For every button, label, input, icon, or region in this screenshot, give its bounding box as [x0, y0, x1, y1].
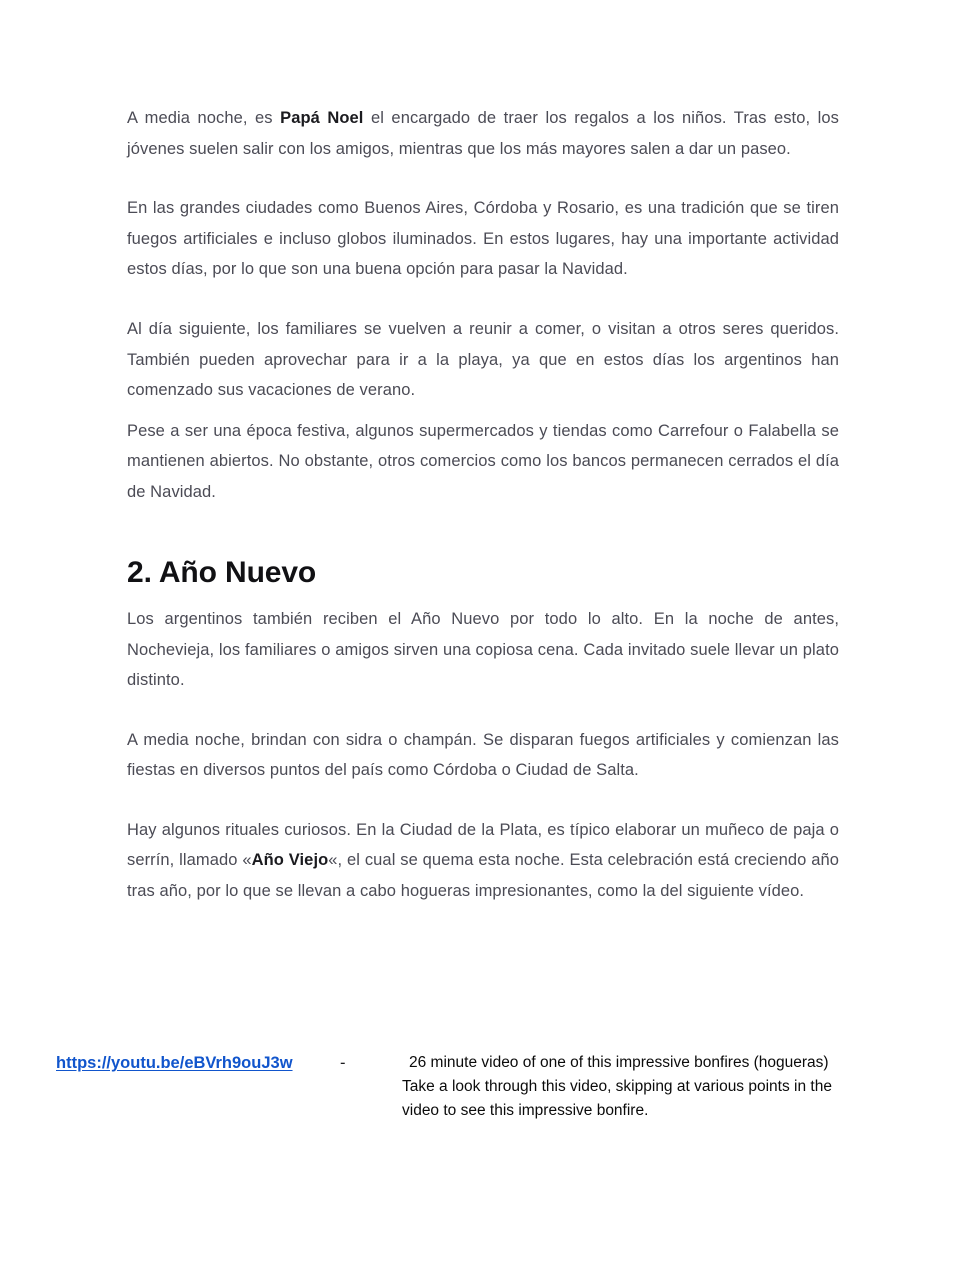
paragraph-ano-nuevo-intro: Los argentinos también reciben el Año Nuevo por todo lo alto. En la noche de antes, Nochevieja, los familiares o amigos sirven una copiosa cena. Cada invitado suele llevar un plato distinto.: [127, 609, 839, 690]
paragraph-papa-noel: [127, 103, 839, 164]
video-note-line-1: 26 minute video of one of this impressive bonfires (hogueras): [409, 1054, 829, 1071]
section-heading-ano-nuevo: 2. Año Nuevo: [127, 555, 317, 589]
article-body: [127, 103, 839, 907]
bold-papa-noel: Papá Noel: [280, 109, 364, 127]
paragraph-text-before: A media noche, es: [127, 109, 281, 127]
note-dash-separator: -: [340, 1054, 346, 1072]
bold-ano-viejo: Año Viejo: [251, 851, 329, 870]
youtube-video-link[interactable]: https://youtu.be/eBVrh9ouJ3w: [56, 1054, 293, 1072]
paragraph-epoca-festiva: Pese a ser una época festiva, algunos supermercados y tiendas como Carrefour o Falabella se mantienen abiertos. No obstante, otros comercios como los bancos permanecen cerrados el día de Navidad.: [127, 421, 839, 501]
video-note-row: [0, 1046, 979, 1146]
paragraph-text-before: Hay algunos rituales curiosos. En la Ciudad de la Plata, es típico elaborar un muñeco de paja o serrín, llamado «: [127, 820, 839, 870]
paragraph-text-after: «, el cual se quema esta noche. Esta celebración está creciendo año tras año, por lo que se llevan a cabo hogueras impresionantes, como la del siguiente vídeo.: [127, 851, 840, 901]
paragraph-dia-siguiente: Al día siguiente, los familiares se vuelven a reunir a comer, o visitan a otros seres queridos. También pueden aprovechar para ir a la playa, ya que en estos días los argentinos han comenzado sus vacaciones de verano.: [127, 319, 839, 400]
video-note-line-3: video to see this impressive bonfire.: [402, 1102, 649, 1119]
video-note-line-2: Take a look through this video, skipping at various points in the: [402, 1078, 832, 1095]
paragraph-grandes-ciudades: En las grandes ciudades como Buenos Aires, Córdoba y Rosario, es una tradición que se tiren fuegos artificiales e incluso globos iluminados. En estos lugares, hay una importante actividad estos días, por lo que son una buena opción para pasar la Navidad.: [127, 199, 839, 279]
video-note-text: [402, 1051, 902, 1123]
paragraph-rituales-curiosos: [127, 815, 839, 907]
paragraph-media-noche-brindan: A media noche, brindan con sidra o champán. Se disparan fuegos artificiales y comienzan las fiestas en diversos puntos del país como Córdoba o Ciudad de Salta.: [127, 730, 839, 780]
paragraph-text-after: el encargado de traer los regalos a los niños. Tras esto, los jóvenes suelen salir con los amigos, mientras que los más mayores salen a dar un paseo.: [127, 109, 839, 158]
